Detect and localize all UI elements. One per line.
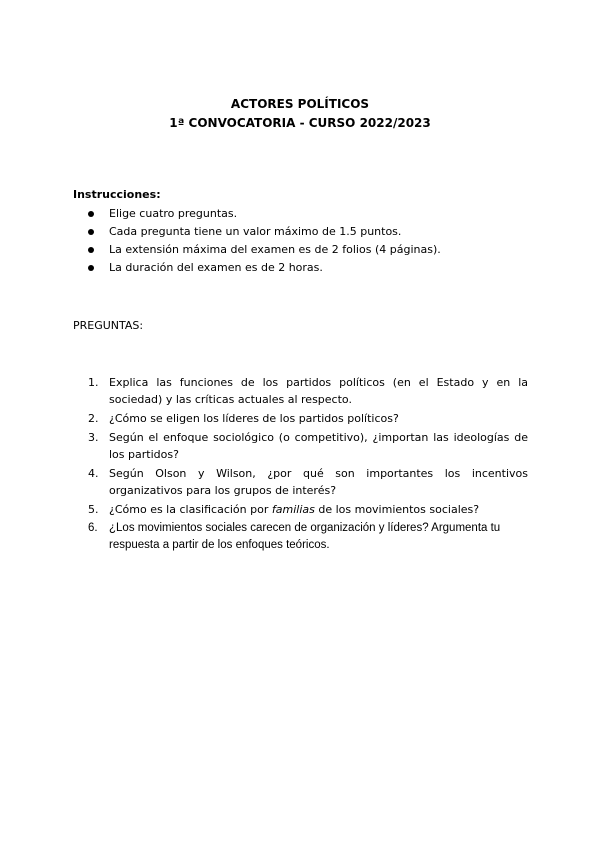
bullet-icon: [88, 229, 94, 235]
question-text-start: ¿Cómo es la clasificación por: [109, 503, 272, 516]
question-item: [88, 501, 528, 518]
question-text: Según Olson y Wilson, ¿por qué son importantes los incentivos organizativos para los grupos de interés?: [109, 467, 528, 497]
question-item: [88, 465, 528, 499]
question-text: ¿Cómo se eligen los líderes de los partidos políticos?: [109, 412, 399, 425]
bullet-icon: [88, 211, 94, 217]
question-item: [88, 374, 528, 408]
instruction-item: [88, 207, 441, 225]
question-text-end: de los movimientos sociales?: [314, 503, 480, 516]
question-item: [88, 520, 528, 554]
bullet-icon: [88, 247, 94, 253]
question-item: [88, 410, 528, 427]
question-number: 3.: [88, 431, 99, 444]
instruction-item: [88, 225, 441, 243]
instruction-item: [88, 261, 441, 279]
question-number: 4.: [88, 467, 99, 480]
question-text: [109, 503, 479, 516]
instruction-text: La extensión máxima del examen es de 2 folios (4 páginas).: [109, 243, 441, 256]
question-item: [88, 429, 528, 463]
question-text: Explica las funciones de los partidos políticos (en el Estado y en la sociedad) y las críticas actuales al respecto.: [109, 376, 528, 406]
question-text: Según el enfoque sociológico (o competitivo), ¿importan las ideologías de los partidos?: [109, 431, 528, 461]
instruction-item: [88, 243, 441, 261]
question-number: 5.: [88, 503, 99, 516]
instruction-text: La duración del examen es de 2 horas.: [109, 261, 323, 274]
questions-heading: PREGUNTAS:: [73, 319, 144, 332]
exam-subtitle: 1ª CONVOCATORIA - CURSO 2022/2023: [169, 116, 431, 130]
questions-list: [88, 374, 528, 556]
question-number: 2.: [88, 412, 99, 425]
instructions-heading: Instrucciones:: [73, 188, 161, 201]
instruction-text: Elige cuatro preguntas.: [109, 207, 238, 220]
question-number: 6.: [88, 522, 98, 534]
exam-title: ACTORES POLÍTICOS: [230, 97, 370, 111]
bullet-icon: [88, 265, 94, 271]
instructions-list: [88, 207, 441, 279]
question-text-italic: familias: [271, 503, 315, 516]
instruction-text: Cada pregunta tiene un valor máximo de 1.5 puntos.: [109, 225, 402, 238]
question-text: ¿Los movimientos sociales carecen de organización y líderes? Argumenta tu respuesta a partir de los enfoques teóricos.: [109, 522, 501, 551]
question-number: 1.: [88, 376, 99, 389]
